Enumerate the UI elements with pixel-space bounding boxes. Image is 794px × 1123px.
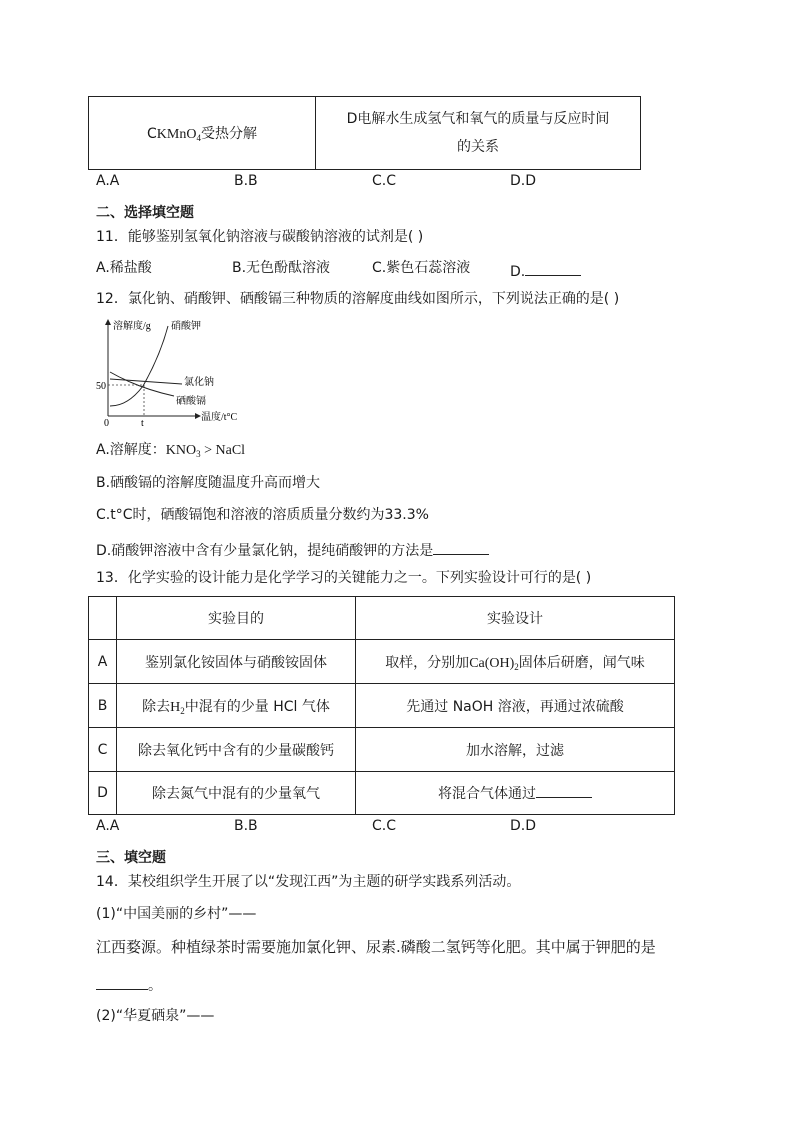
row-c-purpose: 除去氧化钙中含有的少量碳酸钙 — [117, 728, 356, 772]
q12-option-d: D.硝酸钾溶液中含有少量氯化钠，提纯硝酸钾的方法是 — [96, 540, 489, 558]
q13-option-a: A.A — [96, 818, 120, 834]
q14-sub1-title: (1)“中国美丽的乡村”—— — [96, 906, 257, 922]
row-b-label: B — [89, 684, 117, 728]
top-options-table — [88, 96, 641, 170]
graph-y50-label: 50 — [96, 381, 106, 392]
q13-option-d: D.D — [510, 818, 537, 834]
graph-kno3-label: 硝酸钾 — [171, 321, 201, 332]
row-d-design: 将混合气体通过 — [356, 772, 675, 815]
q11-option-b: B.无色酚酞溶液 — [232, 260, 331, 276]
option-c-sub: 4 — [196, 133, 201, 143]
q10-option-c: C.C — [372, 173, 397, 189]
option-c-formula: KMnO — [156, 127, 197, 142]
q12-kno3-formula: KNO — [165, 443, 197, 458]
graph-cdse-label: 硒酸镉 — [176, 396, 206, 407]
section3-title: 三、填空题 — [96, 850, 166, 866]
graph-nacl-label: 氯化钠 — [184, 377, 214, 388]
graph-xlabel: 温度/t°C — [201, 412, 238, 423]
row-b-design: 先通过 NaOH 溶液，再通过浓硫酸 — [356, 684, 675, 728]
row-d-label: D — [89, 772, 117, 815]
q12-option-a: A.溶解度：$KNO_3$ > NaCl — [96, 442, 246, 459]
q11-option-d — [510, 261, 581, 279]
q13-answer-blank[interactable] — [536, 783, 592, 798]
q12-option-c: C.t°C时，硒酸镉饱和溶液的溶质质量分数约为33.3% — [96, 507, 429, 523]
table-header-purpose: 实验目的 — [117, 597, 356, 640]
option-c-cell — [89, 97, 316, 170]
row-a-label: A — [89, 640, 117, 684]
option-d-cell — [316, 97, 641, 170]
q14-sub1-answer: 。 — [96, 975, 162, 993]
q10-option-d: D.D — [510, 173, 537, 189]
q14-sub1-text: 江西婺源。种植绿茶时需要施加氯化钾、尿素.磷酸二氢钙等化肥。其中属于钾肥的是 — [96, 938, 656, 956]
experiment-table — [88, 596, 675, 815]
q12-answer-blank[interactable] — [433, 540, 489, 555]
q11-answer-blank[interactable] — [525, 261, 581, 276]
q11-option-a: A.稀盐酸 — [96, 260, 152, 276]
option-c-prefix: C — [147, 126, 157, 142]
q13-option-b: B.B — [234, 818, 258, 834]
q14-sub2-title: (2)“华夏硒泉”—— — [96, 1008, 215, 1024]
q11-stem: 11．能够鉴别氢氧化钠溶液与碳酸钠溶液的试剂是( ) — [96, 229, 424, 245]
q13-stem: 13．化学实验的设计能力是化学学习的关键能力之一。下列实验设计可行的是( ) — [96, 570, 592, 586]
q11-option-d-label: D. — [510, 264, 526, 280]
section2-title: 二、选择填空题 — [96, 205, 194, 221]
graph-t-label: t — [141, 418, 144, 429]
q10-option-a: A.A — [96, 173, 120, 189]
q11-option-c: C.紫色石蕊溶液 — [372, 260, 471, 276]
q14-answer-blank[interactable] — [96, 975, 148, 990]
row-c-design: 加水溶解，过滤 — [356, 728, 675, 772]
option-d-line2: 的关系 — [457, 139, 499, 155]
table-header-blank — [89, 597, 117, 640]
q13-option-c: C.C — [372, 818, 397, 834]
q12-stem: 12．氯化钠、硝酸钾、硒酸镉三种物质的溶解度曲线如图所示，下列说法正确的是( ) — [96, 291, 620, 307]
row-a-purpose: 鉴别氯化铵固体与硝酸铵固体 — [117, 640, 356, 684]
graph-origin-label: 0 — [104, 418, 109, 429]
option-d-line1: D电解水生成氢气和氧气的质量与反应时间 — [346, 111, 610, 127]
row-b-purpose: 除去$H_2$中混有的少量 HCl 气体 — [117, 684, 356, 728]
row-c-label: C — [89, 728, 117, 772]
row-a-design: 取样，分别加$Ca(OH)_2$固体后研磨，闻气味 — [356, 640, 675, 684]
cdse-curve — [110, 372, 174, 396]
q10-option-b: B.B — [234, 173, 258, 189]
option-c-suffix: 受热分解 — [200, 126, 257, 142]
q12-option-b: B.硒酸镉的溶解度随温度升高而增大 — [96, 475, 321, 491]
row-d-purpose: 除去氮气中混有的少量氧气 — [117, 772, 356, 815]
graph-ylabel: 溶解度/g — [113, 321, 151, 332]
kno3-curve — [110, 326, 168, 406]
q14-stem: 14．某校组织学生开展了以“发现江西”为主题的研学实践系列活动。 — [96, 874, 521, 890]
table-header-design: 实验设计 — [356, 597, 675, 640]
solubility-graph — [96, 316, 258, 429]
